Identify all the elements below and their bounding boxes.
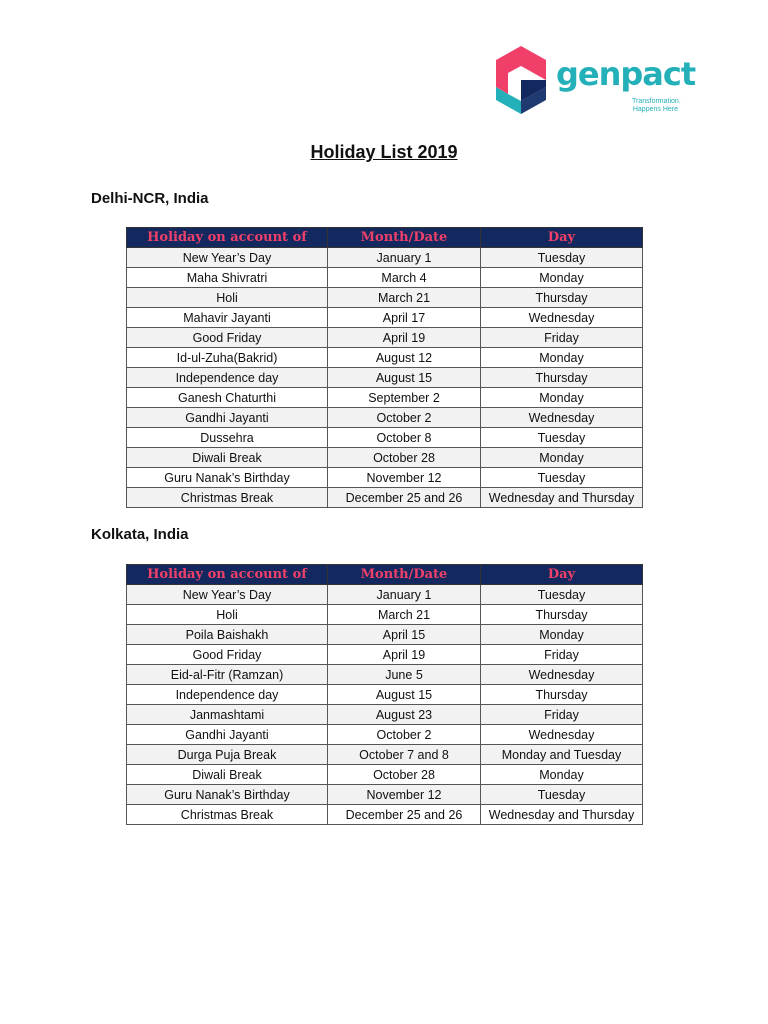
table-row [127, 785, 643, 805]
day-cell: Thursday [481, 605, 643, 625]
day-cell: Tuesday [481, 785, 643, 805]
date-cell: December 25 and 26 [328, 805, 481, 825]
day-cell: Wednesday and Thursday [481, 805, 643, 825]
table-row [127, 705, 643, 725]
table-row [127, 585, 643, 605]
table-row [127, 805, 643, 825]
page-title: Holiday List 2019 [310, 142, 458, 162]
table-row [127, 468, 643, 488]
date-cell: August 15 [328, 685, 481, 705]
date-cell: October 7 and 8 [328, 745, 481, 765]
section-title-delhi: Delhi-NCR, India [91, 190, 209, 207]
day-cell: Thursday [481, 685, 643, 705]
holiday-cell: Holi [127, 288, 328, 308]
table-row [127, 448, 643, 468]
holiday-cell: Christmas Break [127, 488, 328, 508]
holiday-cell: Christmas Break [127, 805, 328, 825]
date-cell: April 17 [328, 308, 481, 328]
holiday-cell: Maha Shivratri [127, 268, 328, 288]
table-row [127, 645, 643, 665]
date-cell: January 1 [328, 248, 481, 268]
date-cell: March 21 [328, 288, 481, 308]
table-row [127, 685, 643, 705]
date-cell: November 12 [328, 468, 481, 488]
table-row [127, 725, 643, 745]
holiday-table-kolkata [126, 564, 643, 825]
holiday-cell: Dussehra [127, 428, 328, 448]
date-cell: August 23 [328, 705, 481, 725]
section-title-kolkata: Kolkata, India [91, 526, 189, 543]
table-row [127, 665, 643, 685]
date-cell: April 15 [328, 625, 481, 645]
day-cell: Tuesday [481, 585, 643, 605]
table-row [127, 428, 643, 448]
column-header-date: Month/Date [328, 228, 481, 248]
table-row [127, 388, 643, 408]
holiday-cell: Guru Nanak’s Birthday [127, 468, 328, 488]
date-cell: October 2 [328, 725, 481, 745]
holiday-cell: Diwali Break [127, 765, 328, 785]
date-cell: August 15 [328, 368, 481, 388]
holiday-cell: Id-ul-Zuha(Bakrid) [127, 348, 328, 368]
holiday-cell: Gandhi Jayanti [127, 725, 328, 745]
table-row [127, 408, 643, 428]
date-cell: March 21 [328, 605, 481, 625]
date-cell: September 2 [328, 388, 481, 408]
day-cell: Tuesday [481, 248, 643, 268]
holiday-cell: Holi [127, 605, 328, 625]
holiday-cell: Good Friday [127, 328, 328, 348]
date-cell: October 28 [328, 448, 481, 468]
date-cell: October 28 [328, 765, 481, 785]
date-cell: March 4 [328, 268, 481, 288]
table-header-row [127, 228, 643, 248]
holiday-cell: Independence day [127, 685, 328, 705]
day-cell: Monday and Tuesday [481, 745, 643, 765]
holiday-cell: Independence day [127, 368, 328, 388]
day-cell: Monday [481, 268, 643, 288]
day-cell: Wednesday [481, 308, 643, 328]
day-cell: Tuesday [481, 468, 643, 488]
holiday-cell: Good Friday [127, 645, 328, 665]
holiday-cell: Diwali Break [127, 448, 328, 468]
column-header-day: Day [481, 565, 643, 585]
table-row [127, 328, 643, 348]
holiday-cell: Gandhi Jayanti [127, 408, 328, 428]
table-row [127, 348, 643, 368]
table-row [127, 625, 643, 645]
day-cell: Wednesday [481, 408, 643, 428]
holiday-cell: Guru Nanak’s Birthday [127, 785, 328, 805]
holiday-table-delhi [126, 227, 643, 508]
day-cell: Monday [481, 625, 643, 645]
day-cell: Thursday [481, 368, 643, 388]
logo-tagline: Transformation. Happens Here [632, 98, 681, 113]
day-cell: Monday [481, 765, 643, 785]
holiday-cell: Eid-al-Fitr (Ramzan) [127, 665, 328, 685]
holiday-cell: Durga Puja Break [127, 745, 328, 765]
table-row [127, 248, 643, 268]
date-cell: January 1 [328, 585, 481, 605]
logo-wordmark: genpact [556, 55, 696, 93]
holiday-cell: Mahavir Jayanti [127, 308, 328, 328]
day-cell: Monday [481, 348, 643, 368]
holiday-cell: Ganesh Chaturthi [127, 388, 328, 408]
table-row [127, 288, 643, 308]
table-row [127, 745, 643, 765]
day-cell: Friday [481, 645, 643, 665]
date-cell: December 25 and 26 [328, 488, 481, 508]
day-cell: Wednesday and Thursday [481, 488, 643, 508]
table-header-row [127, 565, 643, 585]
date-cell: June 5 [328, 665, 481, 685]
column-header-holiday: Holiday on account of [127, 565, 328, 585]
holiday-cell: New Year’s Day [127, 585, 328, 605]
table-row [127, 368, 643, 388]
date-cell: April 19 [328, 328, 481, 348]
date-cell: August 12 [328, 348, 481, 368]
table-row [127, 765, 643, 785]
genpact-logo [496, 46, 696, 116]
day-cell: Monday [481, 388, 643, 408]
table-row [127, 605, 643, 625]
holiday-cell: New Year’s Day [127, 248, 328, 268]
day-cell: Friday [481, 328, 643, 348]
date-cell: November 12 [328, 785, 481, 805]
column-header-day: Day [481, 228, 643, 248]
day-cell: Wednesday [481, 725, 643, 745]
column-header-holiday: Holiday on account of [127, 228, 328, 248]
holiday-cell: Poila Baishakh [127, 625, 328, 645]
date-cell: October 2 [328, 408, 481, 428]
day-cell: Thursday [481, 288, 643, 308]
date-cell: October 8 [328, 428, 481, 448]
table-row [127, 488, 643, 508]
column-header-date: Month/Date [328, 565, 481, 585]
genpact-logo-icon [496, 46, 546, 114]
holiday-cell: Janmashtami [127, 705, 328, 725]
table-row [127, 308, 643, 328]
day-cell: Wednesday [481, 665, 643, 685]
table-row [127, 268, 643, 288]
day-cell: Tuesday [481, 428, 643, 448]
day-cell: Monday [481, 448, 643, 468]
day-cell: Friday [481, 705, 643, 725]
date-cell: April 19 [328, 645, 481, 665]
